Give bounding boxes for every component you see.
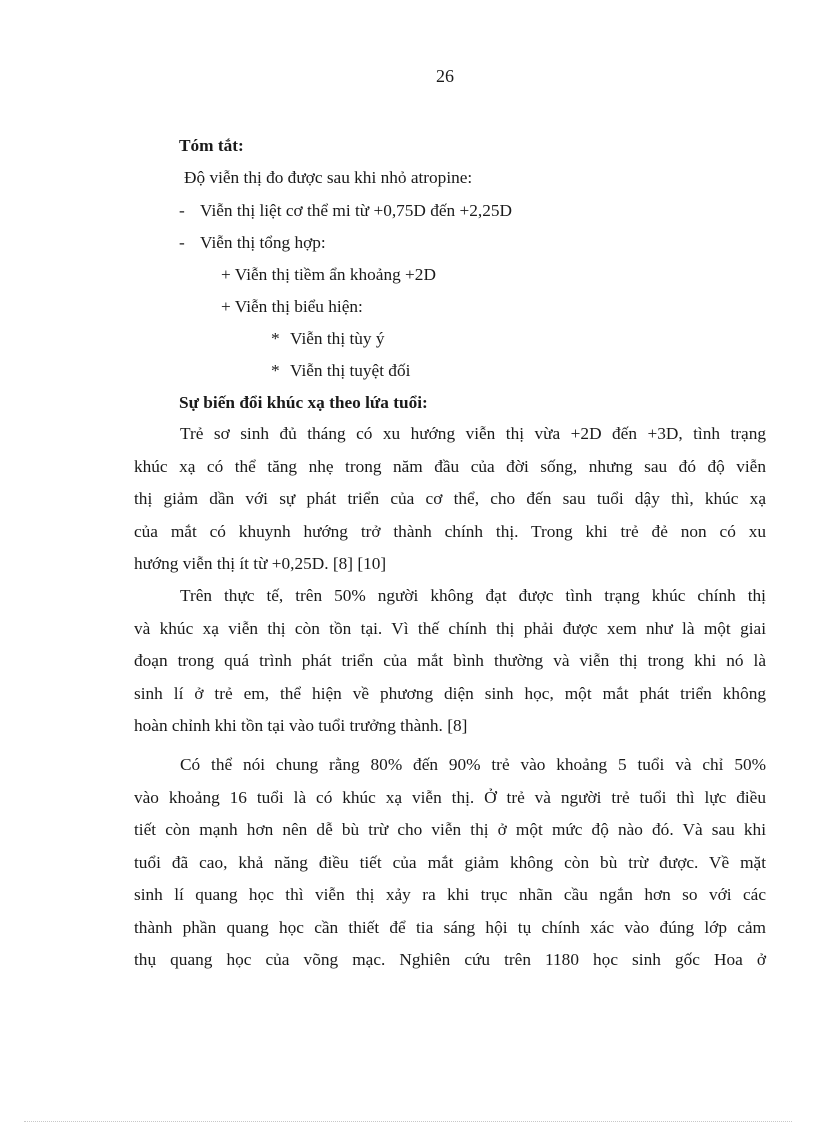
paragraph-line: thị giảm dần với sự phát triển của cơ thể, cho đến sau tuổi dậy thì, khúc xạ [134, 489, 766, 508]
paragraph-line: Có thể nói chung rằng 80% đến 90% trẻ vào khoảng 5 tuổi và chỉ 50% [180, 755, 766, 774]
summary-sub-2: + Viễn thị biểu hiện: [221, 297, 363, 316]
page-number: 26 [436, 66, 454, 86]
summary-star-1: Viễn thị tùy ý [290, 329, 385, 348]
paragraph-line: khúc xạ có thể tăng nhẹ trong năm đầu của đời sống, nhưng sau đó độ viễn [134, 456, 766, 476]
bullet-dash-2: - [179, 233, 185, 252]
paragraph-line: hoàn chỉnh khi tồn tại vào tuổi trưởng thành. [8] [134, 716, 468, 735]
paragraph-line: của mắt có khuynh hướng trở thành chính thị. Trong khi trẻ đẻ non có xu [134, 521, 766, 541]
paragraph-line: vào khoảng 16 tuổi là có khúc xạ viễn thị. Ở trẻ và người trẻ tuổi thì lực điều [134, 787, 766, 807]
paragraph-line: tiết còn mạnh hơn nên dễ bù trừ cho viễn thị ở một mức độ nào đó. Và sau khi [134, 820, 766, 839]
paragraph-line: thụ quang học của võng mạc. Nghiên cứu trên 1180 học sinh gốc Hoa ở [134, 950, 766, 969]
bullet-star-2: * [271, 361, 280, 380]
summary-bullet-2: Viễn thị tổng hợp: [200, 233, 326, 252]
summary-bullet-1: Viễn thị liệt cơ thể mi từ +0,75D đến +2,25D [200, 201, 512, 220]
bullet-star-1: * [271, 329, 280, 348]
paragraph-1 [134, 418, 766, 581]
summary-heading: Tóm tắt: [179, 136, 244, 155]
summary-star-2: Viễn thị tuyệt đối [290, 361, 411, 380]
paragraph-line: sinh lí quang học thì viễn thị xảy ra khi trục nhãn cầu ngắn hơn so với các [134, 885, 766, 904]
paragraph-line: đoạn trong quá trình phát triển của mắt bình thường và viễn thị trong khi nó là [134, 651, 766, 670]
page-bottom-divider [24, 1121, 792, 1122]
paragraph-line: thành phần quang học cần thiết để tia sáng hội tụ chính xác vào đúng lớp cảm [134, 917, 766, 937]
summary-intro: Độ viễn thị đo được sau khi nhỏ atropine: [184, 168, 473, 187]
paragraph-line: Trẻ sơ sinh đủ tháng có xu hướng viễn thị vừa +2D đến +3D, tình trạng [180, 424, 766, 443]
paragraph-3 [134, 749, 766, 977]
paragraph-line: tuổi đã cao, khả năng điều tiết của mắt giảm không còn bù trừ được. Về mặt [134, 852, 766, 872]
bullet-dash-1: - [179, 201, 185, 220]
paragraph-line: sinh lí ở trẻ em, thể hiện về phương diện sinh học, một mắt phát triển không [134, 683, 766, 703]
paragraph-line: Trên thực tế, trên 50% người không đạt được tình trạng khúc chính thị [180, 586, 766, 605]
paragraph-line: hướng viễn thị ít từ +0,25D. [8] [10] [134, 554, 387, 573]
paragraph-2 [134, 580, 766, 743]
paragraph-line: và khúc xạ viễn thị còn tồn tại. Vì thế chính thị phải được xem như là một giai [134, 618, 766, 638]
section-heading: Sự biến đổi khúc xạ theo lứa tuổi: [179, 393, 428, 412]
summary-sub-1: + Viễn thị tiềm ẩn khoảng +2D [221, 265, 436, 284]
